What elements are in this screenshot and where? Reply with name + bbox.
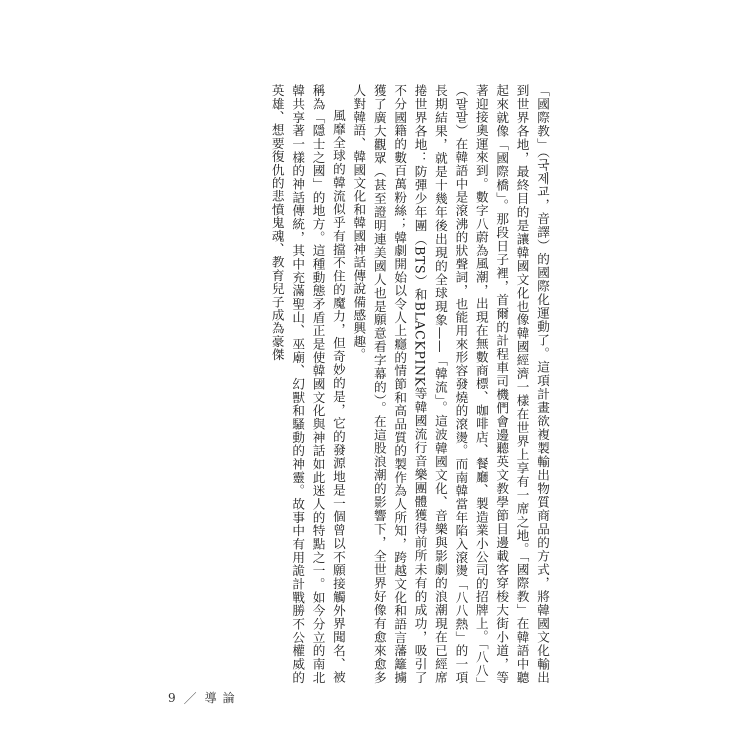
page-number: 9 <box>168 690 176 705</box>
body-text <box>266 84 552 684</box>
footer-separator: ／ <box>183 692 197 707</box>
paragraph-2: 風靡全球的韓流似乎有擋不住的魔力，但奇妙的是，它的發源地是一個曾以不願接觸外界聞名、被稱為「隱士之國」的地方。這種動態矛盾正是使韓國文化與神話如此迷人的特點之一。如今分立的南北韓共享著一樣的神話傳統，其中充滿聖山、巫廟、幻獸和騷動的神靈。故事中有用詭計戰勝不公權威的英雄、想要復仇的悲憤鬼魂、教育兒子成為豪傑 <box>269 84 346 684</box>
page-footer <box>168 688 241 707</box>
paragraph-1: 「國際教」（국제교，音譯）的國際化運動了。這項計畫欲複製輸出物質商品的方式，將韓國文化輸出到世界各地，最終目的是讓韓國文化也像韓國經濟一樣在世界上享有一席之地。「國際教」在韓語中聽起來就像「國際橋」。那段日子裡，首爾的計程車司機們會邊聽英文教學節目邊載客穿梭大街小道，等著迎接奧運來到。數字八蔚為風潮，出現在無數商標、咖啡店、餐廳、製造業小公司的招牌上。「八八」（팔팔）在韓語中是滾沸的狀聲詞，也能用來形容發燒的滾燙。而南韓當年陷入滾燙「八八熱」的一項長期結果，就是十幾年後出現的全球現象——「韓流」。這波韓國文化、音樂與影劇的浪潮現在已經席捲世界各地：防彈少年團（BTS）和BLACKPINK等韓國流行音樂團體獲得前所未有的成功，吸引了不分國籍的數百萬粉絲；韓劇開始以令人上癮的情節和高品質的製作為人所知，跨越文化和語言藩籬擄獲了廣大觀眾（甚至證明連美國人也是願意看字幕的）。在這股浪潮的影響下，全世界好像有愈來愈多人對韓語、韓國文化和韓國神話傳說備感興趣。 <box>351 84 550 684</box>
section-title: 導論 <box>204 691 241 705</box>
